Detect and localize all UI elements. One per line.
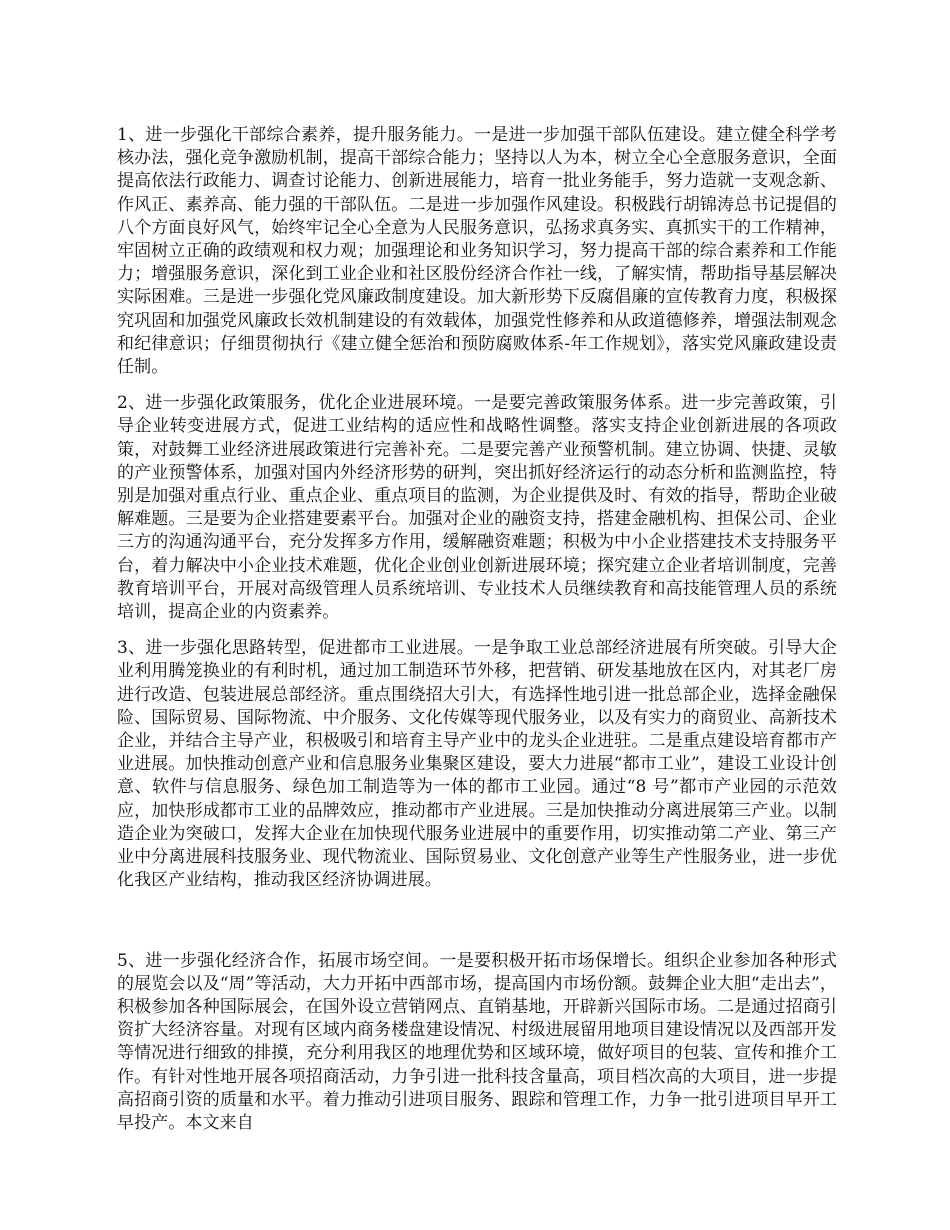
paragraph-1: 1、进一步强化干部综合素养，提升服务能力。一是进一步加强干部队伍建设。建立健全科学考核办法，强化竞争激励机制，提高干部综合能力；坚持以人为本，树立全心全意服务意识，全面提高依法行政能力、调查讨论能力、创新进展能力，培育一批业务能手，努力造就一支观念新、作风正、素养高、能力强的干部队伍。二是进一步加强作风建设。积极践行胡锦涛总书记提倡的八个方面良好风气，始终牢记全心全意为人民服务意识，弘扬求真务实、真抓实干的工作精神，牢固树立正确的政绩观和权力观；加强理论和业务知识学习，努力提高干部的综合素养和工作能力；增强服务意识，深化到工业企业和社区股份经济合作社一线，了解实情，帮助指导基层解决实际困难。三是进一步强化党风廉政制度建设。加大新形势下反腐倡廉的宣传教育力度，积极探究巩固和加强党风廉政长效机制建设的有效载体，加强党性修养和从政道德修养，增强法制观念和纪律意识；仔细贯彻执行《建立健全惩治和预防腐败体系-年工作规划》，落实党风廉政建设责任制。 bbox=[117, 125, 837, 378]
paragraph-3: 3、进一步强化思路转型，促进都市工业进展。一是争取工业总部经济进展有所突破。引导大企业利用腾笼换业的有利时机，通过加工制造环节外移，把营销、研发基地放在区内，对其老厂房进行改造、包装进展总部经济。重点围绕招大引大，有选择性地引进一批总部企业，选择金融保险、国际贸易、国际物流、中介服务、文化传媒等现代服务业，以及有实力的商贸业、高新技术企业，并结合主导产业，积极吸引和培育主导产业中的龙头企业进驻。二是重点建设培育都市产业进展。加快推动创意产业和信息服务业集聚区建设，要大力进展“都市工业”，建设工业设计创意、软件与信息服务、绿色加工制造等为一体的都市工业园。通过“8 号”都市产业园的示范效应，加快形成都市工业的品牌效应，推动都市产业进展。三是加快推动分离进展第三产业。以制造企业为突破口，发挥大企业在加快现代服务业进展中的重要作用，切实推动第二产业、第三产业中分离进展科技服务业、现代物流业、国际贸易业、文化创意产业等生产性服务业，进一步优化我区产业结构，推动我区经济协调进展。 bbox=[117, 638, 837, 891]
paragraph-5: 5、进一步强化经济合作，拓展市场空间。一是要积极开拓市场保增长。组织企业参加各种形式的展览会以及“周”等活动，大力开拓中西部市场，提高国内市场份额。鼓舞企业大胆“走出去”，积极参加各种国际展会，在国外设立营销网点、直销基地，开辟新兴国际市场。二是通过招商引资扩大经济容量。对现有区域内商务楼盘建设情况、村级进展留用地项目建设情况以及西部开发等情况进行细致的排摸，充分利用我区的地理优势和区域环境，做好项目的包装、宣传和推介工作。有针对性地开展各项招商活动，力争引进一批科技含量高，项目档次高的大项目，进一步提高招商引资的质量和水平。着力推动引进项目服务、跟踪和管理工作，力争一批引进项目早开工早投产。本文来自 bbox=[117, 950, 837, 1133]
document-body bbox=[117, 124, 837, 1135]
paragraph-2: 2、进一步强化政策服务，优化企业进展环境。一是要完善政策服务体系。进一步完善政策，引导企业转变进展方式，促进工业结构的适应性和战略性调整。落实支持企业创新进展的各项政策，对鼓舞工业经济进展政策进行完善补充。二是要完善产业预警机制。建立协调、快捷、灵敏的产业预警体系，加强对国内外经济形势的研判，突出抓好经济运行的动态分析和监测监控，特别是加强对重点行业、重点企业、重点项目的监测，为企业提供及时、有效的指导，帮助企业破解难题。三是要为企业搭建要素平台。加强对企业的融资支持，搭建金融机构、担保公司、企业三方的沟通沟通平台，充分发挥多方作用，缓解融资难题；积极为中小企业搭建技术支持服务平台，着力解决中小企业技术难题，优化企业创业创新进展环境；探究建立企业者培训制度，完善教育培训平台，开展对高级管理人员系统培训、专业技术人员继续教育和高技能管理人员的系统培训，提高企业的内资素养。 bbox=[117, 393, 837, 623]
